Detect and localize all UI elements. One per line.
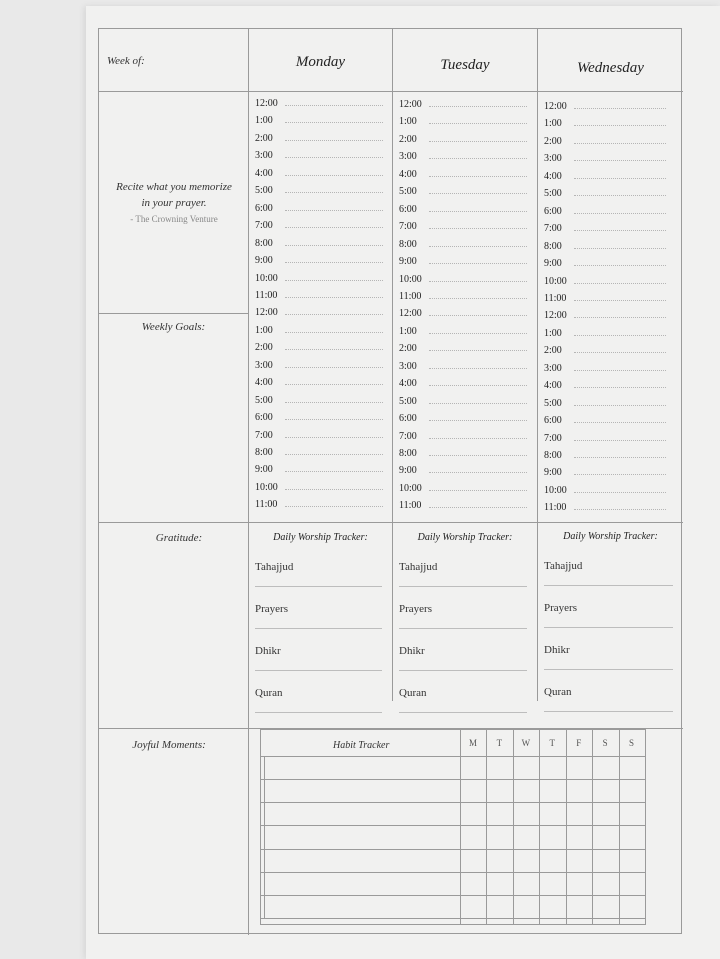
worship-tracker-title: Daily Worship Tracker: [563,531,658,542]
hour-label: 3:00 [399,360,417,372]
hour-label: 1:00 [255,115,273,127]
hour-slot[interactable] [544,373,666,391]
write-line [285,313,383,315]
hour-label: 5:00 [255,185,273,197]
hour-slot[interactable] [255,213,383,231]
hour-slot[interactable] [544,460,666,478]
hour-slot[interactable] [544,495,666,513]
hour-slot[interactable] [255,248,383,266]
hour-slot[interactable] [255,475,383,493]
hour-label: 12:00 [399,308,422,320]
write-line [429,175,527,177]
write-line [574,404,666,406]
hour-label: 7:00 [255,220,273,232]
write-line [285,209,383,211]
hour-label: 4:00 [399,378,417,390]
hour-label: 6:00 [255,412,273,424]
hour-label: 2:00 [255,132,273,144]
hour-label: 8:00 [544,240,562,252]
hour-slot[interactable] [544,111,666,129]
write-line [429,122,527,124]
hour-label: 11:00 [399,500,422,512]
write-line [429,280,527,282]
hour-label: 11:00 [255,499,278,511]
write-line [574,316,666,318]
habit-row-line[interactable] [261,872,645,873]
write-line [574,124,666,126]
planner-grid [98,28,682,934]
worship-item-label: Prayers [544,602,577,614]
hour-slot[interactable] [255,126,383,144]
write-line [285,261,383,263]
worship-write-line[interactable] [399,670,527,671]
hour-slot[interactable] [255,300,383,318]
hour-slot[interactable] [399,127,527,145]
write-line [429,314,527,316]
write-line [574,229,666,231]
joyful-moments-label: Joyful Moments: [132,739,206,751]
write-line [429,332,527,334]
habit-day-letter: F [576,738,582,748]
hour-slot[interactable] [399,179,527,197]
hour-slot[interactable] [399,109,527,127]
write-line [429,245,527,247]
hour-label: 6:00 [255,202,273,214]
write-line [574,508,666,510]
hour-label: 11:00 [399,290,422,302]
hour-slot[interactable] [255,353,383,371]
hour-label: 8:00 [544,450,562,461]
habit-column-divider [645,730,646,924]
write-line [285,156,383,158]
write-line [429,454,527,456]
hour-label: 2:00 [399,133,417,145]
hour-slot[interactable] [399,371,527,389]
hour-label: 7:00 [544,432,562,444]
write-line [285,331,383,333]
hour-label: 10:00 [255,481,278,493]
write-line [574,247,666,249]
hour-slot[interactable] [544,338,666,356]
hour-slot[interactable] [399,319,527,337]
hour-slot[interactable] [399,284,527,302]
hour-slot[interactable] [255,178,383,196]
write-line [429,402,527,404]
hour-label: 12:00 [255,307,278,319]
quote-source: - The Crowning Venture [130,214,218,224]
hour-label: 1:00 [399,116,417,128]
hour-slot[interactable] [544,129,666,147]
write-line [429,210,527,212]
worship-write-line[interactable] [399,586,527,587]
hour-label: 5:00 [399,395,417,407]
write-line [285,418,383,420]
gratitude-label: Gratitude: [155,532,203,544]
worship-item-label: Quran [399,687,427,699]
write-line [285,244,383,246]
write-line [285,139,383,141]
write-line [429,227,527,229]
hour-label: 9:00 [255,464,273,476]
hour-slot[interactable] [255,423,383,441]
hour-label: 3:00 [544,362,562,374]
worship-item-label: Dhikr [399,645,425,657]
hour-label: 11:00 [544,292,567,304]
worship-write-line[interactable] [544,711,673,712]
hour-slot[interactable] [544,286,666,304]
write-line [429,367,527,369]
hour-label: 9:00 [399,465,417,477]
column-divider [248,29,249,935]
worship-tracker-title: Daily Worship Tracker: [417,532,513,543]
hour-label: 12:00 [399,99,422,110]
worship-write-line[interactable] [544,585,673,586]
habit-tracker-title: Habit Tracker [333,740,390,751]
hour-slot[interactable] [544,164,666,182]
hour-slot[interactable] [544,234,666,252]
hour-slot[interactable] [255,266,383,284]
hour-slot[interactable] [399,406,527,424]
hour-slot[interactable] [399,336,527,354]
write-line [429,349,527,351]
write-line [285,348,383,350]
hour-slot[interactable] [544,181,666,199]
hour-slot[interactable] [544,356,666,374]
hour-label: 10:00 [399,482,422,494]
write-line [429,140,527,142]
hour-label: 4:00 [399,168,417,180]
hour-label: 5:00 [544,188,562,200]
hour-slot[interactable] [544,443,666,461]
write-line [429,506,527,508]
hour-slot[interactable] [544,478,666,496]
hour-label: 6:00 [399,413,417,425]
quote-line: in your prayer. [141,197,207,209]
write-line [574,439,666,441]
hour-slot[interactable] [255,108,383,126]
hour-slot[interactable] [255,318,383,336]
hour-slot[interactable] [255,283,383,301]
write-line [285,174,383,176]
write-line [285,383,383,385]
write-line [285,279,383,281]
hour-slot[interactable] [399,249,527,267]
habit-row-line[interactable] [261,802,645,803]
memorize-quote [99,179,249,227]
write-line [285,488,383,490]
write-line [574,282,666,284]
hour-slot[interactable] [399,424,527,442]
write-line [574,369,666,371]
worship-write-line[interactable] [544,669,673,670]
hour-label: 7:00 [544,223,562,235]
hour-label: 1:00 [544,118,562,130]
column-divider [537,29,538,701]
worship-item-label: Tahajjud [255,561,294,573]
habit-inner-border [264,756,265,918]
day-title-monday: Monday [295,54,346,70]
write-line [574,491,666,493]
hour-slot[interactable] [544,94,666,112]
write-line [429,437,527,439]
hour-label: 5:00 [255,394,273,406]
hour-label: 10:00 [255,272,278,284]
worship-item-label: Dhikr [544,644,570,656]
hour-slot[interactable] [544,216,666,234]
habit-day-letter: S [629,738,635,748]
write-line [429,419,527,421]
habit-row-line[interactable] [261,895,645,896]
quote-line: Recite what you memorize [116,181,232,193]
hour-label: 3:00 [255,359,273,371]
hour-slot[interactable] [399,197,527,215]
write-line [574,159,666,161]
hour-label: 7:00 [255,429,273,441]
write-line [574,264,666,266]
write-line [285,366,383,368]
write-line [285,401,383,403]
hour-slot[interactable] [399,92,527,110]
hour-slot[interactable] [399,214,527,232]
hour-label: 2:00 [544,135,562,147]
habit-day-letter: S [602,738,608,748]
hour-label: 10:00 [399,273,422,285]
hour-slot[interactable] [255,388,383,406]
write-line [574,351,666,353]
hour-slot[interactable] [255,196,383,214]
write-line [285,470,383,472]
write-line [429,471,527,473]
write-line [429,157,527,159]
worship-divider [99,522,683,523]
write-line [574,142,666,144]
hour-label: 6:00 [544,415,562,427]
write-line [429,105,527,107]
write-line [574,194,666,196]
worship-write-line[interactable] [255,712,382,713]
hour-label: 5:00 [544,397,562,409]
hour-label: 3:00 [255,150,273,162]
hour-label: 1:00 [255,324,273,336]
hour-slot[interactable] [544,199,666,217]
hour-slot[interactable] [399,267,527,285]
write-line [574,473,666,475]
hour-label: 4:00 [544,380,562,392]
hour-slot[interactable] [255,370,383,388]
hour-slot[interactable] [544,426,666,444]
write-line [574,421,666,423]
write-line [285,505,383,507]
hour-label: 9:00 [255,255,273,267]
hour-label: 1:00 [399,325,417,337]
hour-slot[interactable] [255,91,383,109]
hour-label: 3:00 [544,153,562,165]
worship-write-line[interactable] [544,627,673,628]
hour-label: 2:00 [255,342,273,354]
day-title-tuesday: Tuesday [440,57,490,73]
hour-label: 4:00 [255,377,273,389]
write-line [574,299,666,301]
hour-label: 12:00 [544,310,567,322]
habit-day-letter: W [521,738,531,748]
hour-slot[interactable] [544,391,666,409]
column-divider [392,29,393,701]
write-line [285,191,383,193]
hour-slot[interactable] [544,269,666,287]
hour-label: 3:00 [399,151,417,163]
hour-slot[interactable] [399,144,527,162]
hour-slot[interactable] [399,441,527,459]
habit-row-line[interactable] [261,849,645,850]
worship-tracker-title: Daily Worship Tracker: [273,532,368,543]
write-line [285,104,383,106]
habit-day-letter: T [549,738,556,748]
hour-slot[interactable] [399,493,527,511]
write-line [429,489,527,491]
hour-slot[interactable] [255,143,383,161]
hour-label: 7:00 [399,430,417,442]
habit-day-letter: T [496,738,503,748]
weekly-goals-label: Weekly Goals: [141,321,206,333]
hour-label: 12:00 [544,101,567,112]
write-line [574,456,666,458]
hour-label: 9:00 [399,256,417,268]
write-line [285,121,383,123]
habit-row-line[interactable] [261,918,645,919]
worship-write-line[interactable] [399,712,527,713]
hour-label: 6:00 [544,205,562,217]
hour-slot[interactable] [255,457,383,475]
worship-write-line[interactable] [255,670,382,671]
worship-item-label: Tahajjud [399,561,438,573]
habit-row-line[interactable] [261,825,645,826]
goals-divider [99,313,248,314]
worship-write-line[interactable] [255,628,382,629]
hour-label: 4:00 [255,167,273,179]
write-line [285,296,383,298]
hour-label: 12:00 [255,98,278,109]
write-line [574,212,666,214]
hour-slot[interactable] [399,476,527,494]
hour-label: 9:00 [544,258,562,270]
write-line [574,386,666,388]
hour-label: 2:00 [399,343,417,355]
habit-row-line[interactable] [261,779,645,780]
write-line [429,192,527,194]
hour-label: 11:00 [255,289,278,301]
hour-slot[interactable] [399,162,527,180]
hour-slot[interactable] [399,354,527,372]
hour-slot[interactable] [544,303,666,321]
worship-item-label: Prayers [399,603,432,615]
week-of-label: Week of: [107,55,145,67]
hour-label: 8:00 [255,447,273,458]
hour-slot[interactable] [399,301,527,319]
hour-slot[interactable] [544,321,666,339]
worship-item-label: Dhikr [255,645,281,657]
worship-item-label: Quran [255,687,283,699]
hour-slot[interactable] [255,231,383,249]
hour-slot[interactable] [255,492,383,510]
hour-slot[interactable] [399,458,527,476]
hour-slot[interactable] [255,405,383,423]
write-line [285,453,383,455]
hour-slot[interactable] [399,232,527,250]
write-line [285,226,383,228]
worship-write-line[interactable] [255,586,382,587]
worship-item-label: Prayers [255,603,288,615]
hour-label: 8:00 [399,238,417,250]
hour-label: 8:00 [255,237,273,249]
write-line [285,436,383,438]
hour-slot[interactable] [399,389,527,407]
habit-tracker [260,729,646,925]
hour-label: 5:00 [399,186,417,198]
hour-slot[interactable] [255,335,383,353]
write-line [429,297,527,299]
day-title-wednesday: Wednesday [577,60,644,76]
worship-item-label: Tahajjud [544,560,583,572]
hour-slot[interactable] [544,408,666,426]
hour-label: 8:00 [399,448,417,459]
header-divider [99,91,683,92]
hour-label: 7:00 [399,221,417,233]
hour-label: 10:00 [544,275,567,287]
hour-label: 10:00 [544,484,567,496]
habit-day-letter: M [468,738,477,748]
hour-slot[interactable] [544,251,666,269]
hour-label: 9:00 [544,467,562,479]
hour-label: 4:00 [544,170,562,182]
write-line [429,384,527,386]
worship-item-label: Quran [544,686,572,698]
write-line [574,177,666,179]
write-line [574,334,666,336]
worship-write-line[interactable] [399,628,527,629]
hour-label: 2:00 [544,345,562,357]
hour-slot[interactable] [255,161,383,179]
write-line [429,262,527,264]
hour-slot[interactable] [544,146,666,164]
hour-label: 11:00 [544,502,567,514]
write-line [574,107,666,109]
hour-slot[interactable] [255,440,383,458]
hour-label: 1:00 [544,327,562,339]
hour-label: 6:00 [399,203,417,215]
